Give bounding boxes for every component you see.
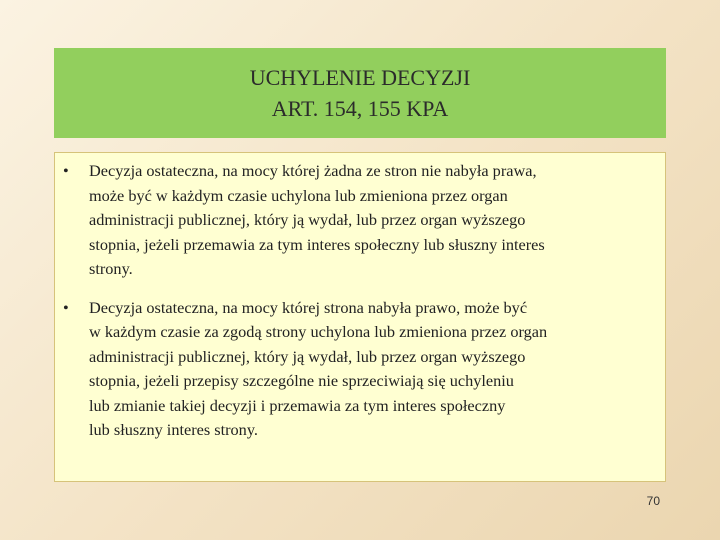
slide-title-line-1: UCHYLENIE DECYZJI: [249, 65, 471, 90]
bullet-item-2: [63, 296, 653, 443]
bullet-1-line-2: może być w każdym czasie uchylona lub zmieniona przez organ: [89, 185, 508, 205]
bullet-2-line-3: administracji publicznej, który ją wydał, lub przez organ wyższego: [89, 346, 526, 366]
content-box: [54, 152, 666, 482]
bullet-2-line-1: Decyzja ostateczna, na mocy której strona nabyła prawo, może być: [89, 297, 528, 317]
bullet-2-line-2: w każdym czasie za zgodą strony uchylona lub zmieniona przez organ: [89, 322, 548, 341]
slide-title-box: [54, 48, 666, 138]
bullet-1-line-3: administracji publicznej, który ją wydał, lub przez organ wyższego: [89, 210, 526, 229]
bullet-2-line-4: stopnia, jeżeli przepisy szczególne nie sprzeciwiają się uchyleniu: [89, 371, 514, 390]
bullet-1-line-4: stopnia, jeżeli przemawia za tym interes społeczny lub słuszny interes: [89, 234, 545, 254]
bullet-icon: •: [63, 161, 69, 180]
bullet-list: [63, 159, 653, 457]
bullet-1-line-1: Decyzja ostateczna, na mocy której żadna ze stron nie nabyła prawa,: [89, 161, 537, 180]
bullet-1-line-5: strony.: [89, 259, 133, 278]
slide-title-line-2: ART. 154, 155 KPA: [271, 96, 449, 121]
slide-number: 70: [646, 494, 660, 508]
bullet-2-line-6: lub słuszny interes strony.: [89, 420, 258, 439]
bullet-item-1: [63, 159, 653, 282]
bullet-icon: •: [63, 297, 69, 317]
bullet-2-line-5: lub zmianie takiej decyzji i przemawia za tym interes społeczny: [89, 395, 506, 415]
